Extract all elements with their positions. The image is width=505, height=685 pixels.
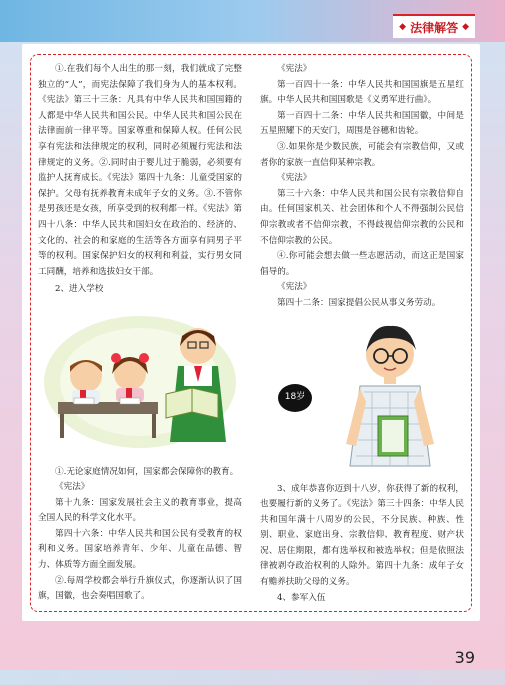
paragraph-religion: ③.如果你是少数民族，可能会有宗教信仰，又或者你的家族一直信仰某种宗教。 [260,141,464,168]
paragraph-education: ①.无论家庭情况如何，国家都会保障你的教育。 [55,466,239,477]
article-46: 第四十六条：中华人民共和国公民有受教育的权利和义务。国家培养青年、少年、儿童在品德、智力、体质等方面全面发展。 [38,528,242,571]
article-42: 第四十二条：国家提倡公民从事义务劳动。 [277,297,441,308]
article-142: 第一百四十二条：中华人民共和国国徽，中间是五星照耀下的天安门，周围是谷穗和齿轮。 [260,110,464,137]
adult-boy-image [260,316,464,476]
section-badge [393,14,475,38]
article-19: 第十九条：国家发展社会主义的教育事业，提高全国人民的科学文化水平。 [38,497,242,524]
right-column [260,62,464,606]
law-title-constitution: 《宪法》 [277,64,312,74]
heading-join-army: 4、参军入伍 [277,592,326,603]
left-column [38,62,242,605]
paragraph-volunteer: ④.你可能会想去做一些志愿活动，而这正是国家倡导的。 [260,251,464,277]
diamond-icon: ◆ [399,22,407,32]
law-title-constitution: 《宪法》 [55,482,90,493]
article-36: 第三十六条：中华人民共和国公民有宗教信仰自由。任何国家机关、社会团体和个人不得强制公民信仰宗教或者不信仰宗教，不得歧视信仰宗教的公民和不信仰宗教的公民。 [260,188,464,246]
paragraph-birth-rights: ①.在我们每个人出生的那一刻，我们就成了完整独立的“人”，而宪法保障了我们身为人的基本权利。《宪法》第三十三条：凡具有中华人民共和国国籍的人都是中华人民共和国公民。中华人民共和国公民在法律面前一律平等。国家尊重和保障人权。任何公民享有宪法和法律规定的权利，同时必须履行宪法和法律规定的义务。②.同时由于婴儿过于脆弱，必须要有监护人抚育成长。《宪法》第四十九条：儿童受国家的保护。父母有抚养教育未成年子女的义务。③.不管你是男孩还是女孩，所享受到的权利都一样。《宪法》第四十八条：中华人民共和国妇女在政治的、经济的、文化的、社会的和家庭的生活等各方面享有同男子平等的权利。国家保护妇女的权利和利益，实行男女同工同酬，培养和选拔妇女干部。 [38,64,242,277]
page-panel [22,44,480,621]
paragraph-flag-ceremony: ②.每周学校都会举行升旗仪式，你逐渐认识了国旗，国徽，也会奏唱国歌了。 [38,575,242,602]
section-label: 法律解答 [410,20,459,35]
law-title-constitution: 《宪法》 [277,173,312,184]
bottom-stripe [0,670,505,685]
classroom-illustration [38,302,242,459]
heading-enter-school: 2、进入学校 [55,284,104,295]
classroom-image [38,302,242,452]
diamond-icon: ◆ [462,22,469,32]
age-badge-text: 18岁 [284,391,306,402]
page-number: 39 [454,648,475,667]
paragraph-adulthood: 3、成年恭喜你迈到十八岁，你获得了新的权利，也要履行新的义务了。《宪法》第三十四条：中华人民共和国年满十八周岁的公民，不分民族、种族、性别、职业、家庭出身、宗教信仰、教育程度、财产状况、居住期限，都有选举权和被选举权；但是依照法律被剥夺政治权利的人除外。第四十九条：成年子女有赡养扶助父母的义务。 [260,483,464,588]
article-141: 第一百四十一条：中华人民共和国国旗是五星红旗。中华人民共和国国歌是《义勇军进行曲》。 [260,79,464,106]
law-title-constitution: 《宪法》 [277,282,312,293]
adult-boy-illustration [260,316,464,476]
